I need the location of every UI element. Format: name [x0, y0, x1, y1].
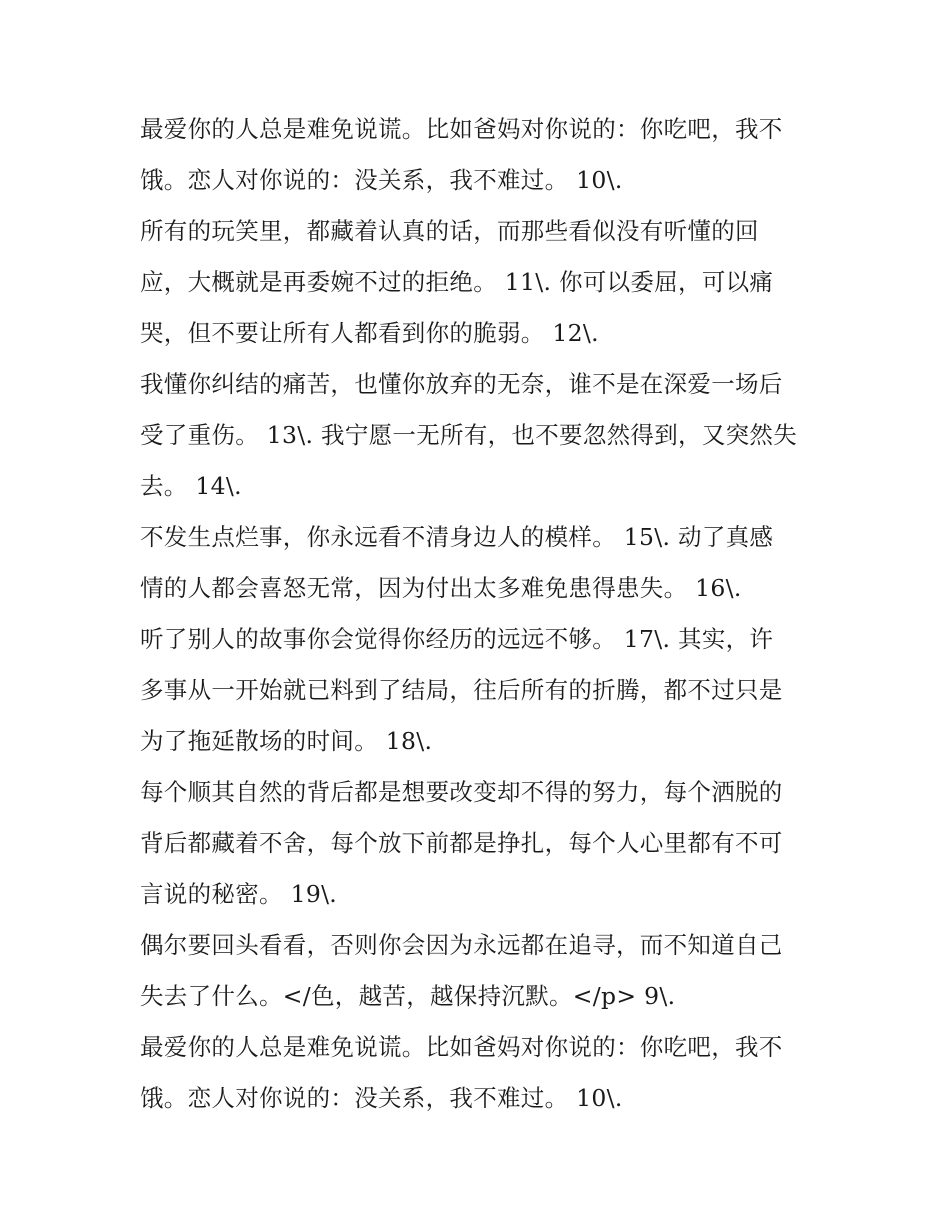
text-line: 每个顺其自然的背后都是想要改变却不得的努力，每个洒脱的 [140, 778, 783, 806]
paragraph-4 [140, 512, 820, 614]
text-line: 饿。恋人对你说的：没关系，我不难过。 10\. [140, 166, 623, 194]
text-line: 背后都藏着不舍，每个放下前都是挣扎，每个人心里都有不可 [140, 829, 783, 857]
paragraph-6 [140, 767, 820, 920]
paragraph-7 [140, 920, 820, 1022]
text-line: 哭，但不要让所有人都看到你的脆弱。 12\. [140, 319, 599, 347]
text-line: 最爱你的人总是难免说谎。比如爸妈对你说的：你吃吧，我不 [140, 1033, 783, 1061]
paragraph-3 [140, 359, 820, 512]
document-body [140, 104, 820, 1124]
paragraph-1 [140, 104, 820, 206]
text-line: 所有的玩笑里，都藏着认真的话，而那些看似没有听懂的回 [140, 217, 759, 245]
text-line: 失去了什么。</色，越苦，越保持沉默。</p> 9\. [140, 982, 676, 1010]
text-line: 偶尔要回头看看，否则你会因为永远都在追寻，而不知道自己 [140, 931, 783, 959]
text-line: 言说的秘密。 19\. [140, 880, 338, 908]
text-line: 受了重伤。 13\. 我宁愿一无所有，也不要忽然得到，又突然失 [140, 421, 798, 449]
text-line: 去。 14\. [140, 472, 242, 500]
text-line: 应，大概就是再委婉不过的拒绝。 11\. 你可以委屈，可以痛 [140, 268, 774, 296]
text-line: 多事从一开始就已料到了结局，往后所有的折腾，都不过只是 [140, 676, 783, 704]
text-line: 为了拖延散场的时间。 18\. [140, 727, 433, 755]
text-line: 听了别人的故事你会觉得你经历的远远不够。 17\. 其实，许 [140, 625, 774, 653]
paragraph-5 [140, 614, 820, 767]
text-line: 最爱你的人总是难免说谎。比如爸妈对你说的：你吃吧，我不 [140, 115, 783, 143]
text-line: 情的人都会喜怒无常，因为付出太多难免患得患失。 16\. [140, 574, 742, 602]
text-line: 饿。恋人对你说的：没关系，我不难过。 10\. [140, 1084, 623, 1112]
text-line: 我懂你纠结的痛苦，也懂你放弃的无奈，谁不是在深爱一场后 [140, 370, 783, 398]
paragraph-8 [140, 1022, 820, 1124]
text-line: 不发生点烂事，你永远看不清身边人的模样。 15\. 动了真感 [140, 523, 774, 551]
paragraph-2 [140, 206, 820, 359]
